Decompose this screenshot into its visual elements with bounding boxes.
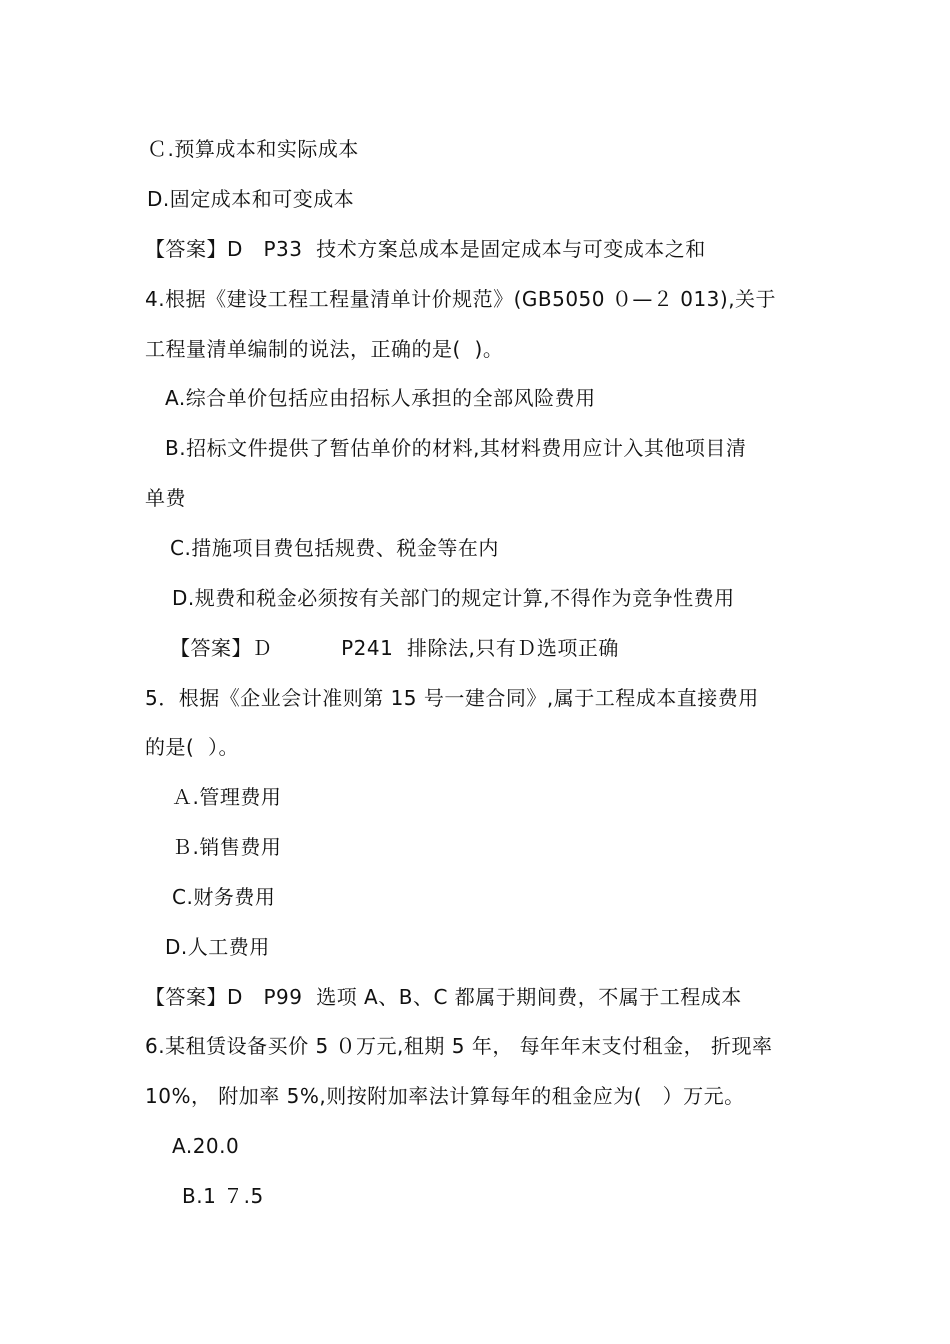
option-a-q5: Ａ.管理费用	[172, 785, 282, 809]
question-5-line-2: 的是( ）。	[145, 735, 240, 759]
option-c-q5: C.财务费用	[172, 885, 276, 909]
option-c-q4: C.措施项目费包括规费、税金等在内	[170, 536, 499, 560]
question-6-line-2: 10%， 附加率 5%,则按附加率法计算每年的租金应为( ）万元。	[145, 1084, 745, 1108]
answer-q4: 【答案】Ｄ P241 排除法,只有Ｄ选项正确	[170, 636, 619, 660]
question-4-line-2: 工程量清单编制的说法，正确的是( )。	[145, 337, 504, 361]
option-d-q5: D.人工费用	[165, 935, 270, 959]
option-a-q4: A.综合单价包括应由招标人承担的全部风险费用	[165, 386, 596, 410]
option-b-q5: Ｂ.销售费用	[172, 835, 282, 859]
option-b-q6: B.1 ７.5	[182, 1184, 264, 1208]
answer-q3: 【答案】D P33 技术方案总成本是固定成本与可变成本之和	[145, 237, 706, 261]
option-c-q3: Ｃ.预算成本和实际成本	[147, 137, 359, 161]
answer-q5: 【答案】D P99 选项 A、B、C 都属于期间费，不属于工程成本	[145, 985, 742, 1009]
question-5-line-1: 5．根据《企业会计准则第 15 号一建合同》,属于工程成本直接费用	[145, 686, 759, 710]
option-b-q4-line-1: B.招标文件提供了暂估单价的材料,其材料费用应计入其他项目清	[165, 436, 747, 460]
question-4-line-1: 4.根据《建设工程工程量清单计价规范》(GB5050 ０—２ 013),关于	[145, 287, 777, 311]
option-d-q3: D.固定成本和可变成本	[147, 187, 355, 211]
question-6-line-1: 6.某租赁设备买价 5 ０万元,租期 5 年， 每年年末支付租金， 折现率	[145, 1034, 773, 1058]
option-d-q4: D.规费和税金必须按有关部门的规定计算,不得作为竞争性费用	[172, 586, 735, 610]
option-a-q6: A.20.0	[172, 1134, 240, 1158]
option-b-q4-line-2: 单费	[145, 486, 186, 510]
